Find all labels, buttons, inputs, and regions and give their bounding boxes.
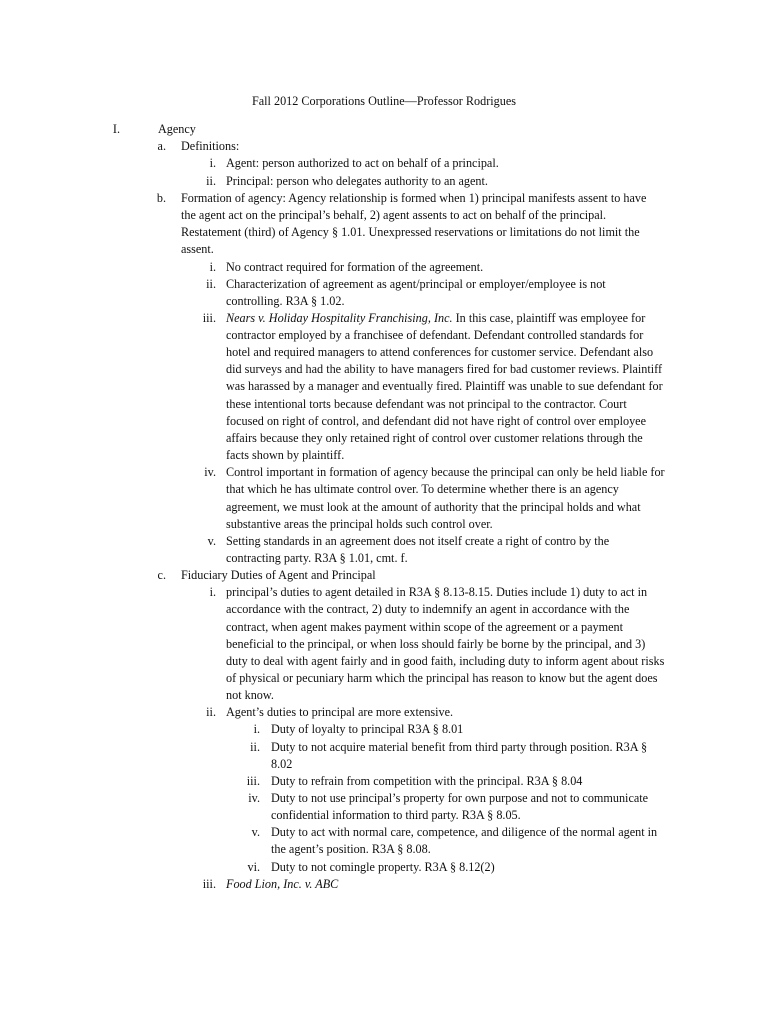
- list-item-text: 8.02: [271, 757, 293, 771]
- list-item-text: contract, when agent makes payment within scope of the agreement or a payment: [226, 620, 623, 634]
- list-item-text: that which he has ultimate control over. To determine whether there is an agency: [226, 482, 619, 496]
- list-item-text: accordance with the contract, 2) duty to indemnify an agent in accordance with the: [226, 602, 630, 616]
- paragraph-line: assent.: [181, 242, 214, 256]
- list-item-text: Principal: person who delegates authority to an agent.: [226, 174, 488, 188]
- list-item-text: affairs because they only retained right of control over customer relations through the: [226, 431, 643, 445]
- outline-marker: vi.: [247, 860, 260, 874]
- outline-marker: iv.: [204, 465, 216, 479]
- outline-marker: ii.: [206, 277, 216, 291]
- list-item-text: agreement, we must look at the amount of authority that the principal holds and what: [226, 500, 641, 514]
- subsection-heading-definitions: Definitions:: [181, 139, 240, 153]
- outline-marker: ii.: [206, 174, 216, 188]
- outline-marker: ii.: [206, 705, 216, 719]
- outline-marker: i.: [209, 156, 216, 170]
- outline-marker-I: I.: [112, 122, 120, 136]
- outline-marker: v.: [251, 825, 260, 839]
- list-item-text: substantive areas the principal holds such control over.: [226, 517, 493, 531]
- section-heading-agency: Agency: [158, 122, 196, 136]
- outline-marker: i.: [253, 722, 260, 736]
- list-item-text: facts shown by plaintiff.: [226, 448, 345, 462]
- list-item-text: controlling. R3A § 1.02.: [226, 294, 345, 308]
- list-item-text: No contract required for formation of the agreement.: [226, 260, 484, 274]
- list-item-text: Agent’s duties to principal are more extensive.: [226, 705, 454, 719]
- outline-marker: iv.: [248, 791, 260, 805]
- list-item-text: Duty to not use principal’s property for own purpose and not to communicate: [271, 791, 649, 805]
- outline-marker: i.: [209, 260, 216, 274]
- list-item-text: In this case, plaintiff was employee for: [452, 311, 646, 325]
- list-item-text: Agent: person authorized to act on behalf of a principal.: [226, 156, 499, 170]
- paragraph-line: Formation of agency: Agency relationship is formed when 1) principal manifests assent to have: [181, 191, 647, 205]
- list-item-text: Duty of loyalty to principal R3A § 8.01: [271, 722, 464, 736]
- list-item-text: confidential information to third party. R3A § 8.05.: [271, 808, 521, 822]
- list-item-text: hotel and required managers to attend conferences for customer service. Defendant also: [226, 345, 654, 359]
- list-item-text: did surveys and had the ability to have managers fired for bad customer reviews. Plaintiff: [226, 362, 663, 376]
- list-item-text: Duty to act with normal care, competence, and diligence of the normal agent in: [271, 825, 658, 839]
- list-item-text: Duty to refrain from competition with the principal. R3A § 8.04: [271, 774, 583, 788]
- subsection-heading-fiduciary-duties: Fiduciary Duties of Agent and Principal: [181, 568, 376, 582]
- list-item-text: the agent’s position. R3A § 8.08.: [271, 842, 431, 856]
- outline-marker-c: c.: [157, 568, 166, 582]
- outline-marker: iii.: [202, 877, 216, 891]
- paragraph-line: Restatement (third) of Agency § 1.01. Unexpressed reservations or limitations do not limit the: [181, 225, 640, 239]
- outline-marker-b: b.: [156, 191, 166, 205]
- outline-marker-a: a.: [157, 139, 166, 153]
- outline-marker: iii.: [202, 311, 216, 325]
- list-item-text: focused on right of control, and defendant did not have right of control over employee: [226, 414, 647, 428]
- case-intro-line: [226, 876, 338, 893]
- list-item-text: of physical or pecuniary harm which the principal has reason to know but the agent does: [226, 671, 658, 685]
- list-item-text: duty to deal with agent fairly and in good faith, including duty to inform agent about risks: [226, 654, 665, 668]
- list-item-text: contractor employed by a franchisee of defendant. Defendant controlled standards for: [226, 328, 644, 342]
- list-item-text: was harassed by a manager and eventually fired. Plaintiff was unable to sue defendant for: [226, 379, 663, 393]
- list-item-text: principal’s duties to agent detailed in R3A § 8.13-8.15. Duties include 1) duty to act in: [226, 585, 648, 599]
- outline-marker: v.: [207, 534, 216, 548]
- case-name: Nears v. Holiday Hospitality Franchising, Inc.: [226, 311, 453, 325]
- case-intro-line: [226, 310, 645, 327]
- case-name: Food Lion, Inc. v. ABC: [226, 877, 339, 891]
- list-item-text: Duty to not acquire material benefit from third party through position. R3A §: [271, 740, 648, 754]
- list-item-text: contracting party. R3A § 1.01, cmt. f.: [226, 551, 408, 565]
- list-item-text: beneficial to the principal, or when loss should fairly be borne by the principal, and 3): [226, 637, 646, 651]
- list-item-text: Control important in formation of agency because the principal can only be held liable for: [226, 465, 665, 479]
- list-item-text: these intentional torts because defendant was not principal to the contractor. Court: [226, 397, 627, 411]
- paragraph-line: the agent act on the principal’s behalf, 2) agent assents to act on behalf of the principal.: [181, 208, 607, 222]
- list-item-text: Characterization of agreement as agent/principal or employer/employee is not: [226, 277, 606, 291]
- list-item-text: not know.: [226, 688, 274, 702]
- outline-marker: ii.: [250, 740, 260, 754]
- page-title: Fall 2012 Corporations Outline—Professor Rodrigues: [251, 94, 517, 108]
- outline-marker: i.: [209, 585, 216, 599]
- list-item-text: Setting standards in an agreement does not itself create a right of contro by the: [226, 534, 610, 548]
- list-item-text: Duty to not comingle property. R3A § 8.12(2): [271, 860, 495, 874]
- outline-marker: iii.: [246, 774, 260, 788]
